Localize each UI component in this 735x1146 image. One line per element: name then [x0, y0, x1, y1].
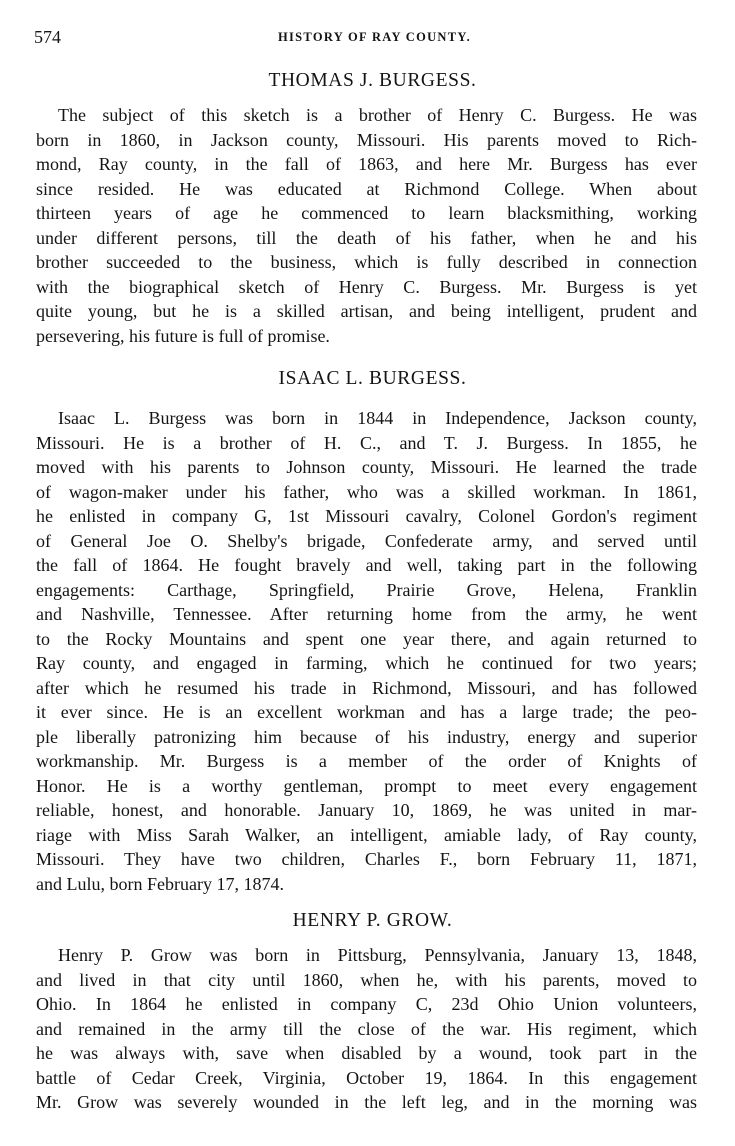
text-line: under different persons, till the death of his father, when he and his [36, 227, 697, 248]
page-number: 574 [34, 27, 61, 47]
text-line: of wagon-maker under his father, who was a skilled workman. In 1861, [36, 481, 697, 502]
text-line: thirteen years of age he commenced to learn blacksmithing, working [36, 203, 697, 223]
text-line: to the Rocky Mountains and spent one year there, and again returned to [36, 628, 697, 649]
text-line: Missouri. They have two children, Charles F., born February 11, 1871, [36, 849, 697, 869]
text-line: quite young, but he is a skilled artisan, and being intelligent, prudent and [36, 301, 697, 321]
paragraph-thomas-burgess [36, 103, 697, 348]
text-line: Mr. Grow was severely wounded in the left leg, and in the morning was [36, 1092, 697, 1112]
text-line: Isaac L. Burgess was born in 1844 in Independence, Jackson county, [58, 408, 697, 428]
text-line: and remained in the army till the close of the war. His regiment, which [36, 1018, 697, 1039]
text-line: it ever since. He is an excellent workman and has a large trade; the peo- [36, 702, 697, 722]
text-line: and Lulu, born February 17, 1874. [36, 873, 284, 894]
text-line: and lived in that city until 1860, when he, with his parents, moved to [36, 969, 697, 990]
text-line: after which he resumed his trade in Richmond, Missouri, and has followed [36, 677, 697, 698]
text-line: moved with his parents to Johnson county, Missouri. He learned the trade [36, 457, 697, 477]
text-line: persevering, his future is full of promise. [36, 325, 330, 346]
text-line: reliable, honest, and honorable. January 10, 1869, he was united in mar- [36, 800, 697, 820]
text-line: of General Joe O. Shelby's brigade, Confederate army, and served until [36, 530, 697, 551]
section-heading-henry-grow: HENRY P. GROW. [292, 910, 453, 931]
text-line: he was always with, save when disabled by a wound, took part in the [36, 1043, 697, 1063]
running-head: HISTORY OF RAY COUNTY. [277, 30, 471, 44]
text-line: with the biographical sketch of Henry C. Burgess. Mr. Burgess is yet [36, 276, 697, 297]
text-line: since resided. He was educated at Richmond College. When about [36, 178, 697, 199]
text-line: Ray county, and engaged in farming, which he continued for two years; [36, 653, 697, 673]
text-line: The subject of this sketch is a brother of Henry C. Burgess. He was [58, 105, 697, 125]
text-line: born in 1860, in Jackson county, Missouri. His parents moved to Rich- [36, 129, 697, 150]
text-line: workmanship. Mr. Burgess is a member of the order of Knights of [36, 751, 697, 771]
text-line: battle of Cedar Creek, Virginia, October 19, 1864. In this engagement [36, 1067, 697, 1088]
text-line: mond, Ray county, in the fall of 1863, and here Mr. Burgess has ever [36, 154, 697, 174]
text-line: Missouri. He is a brother of H. C., and T. J. Burgess. In 1855, he [36, 432, 697, 453]
text-line: Henry P. Grow was born in Pittsburg, Pennsylvania, January 13, 1848, [58, 945, 697, 965]
text-line: Honor. He is a worthy gentleman, prompt to meet every engagement [36, 775, 697, 796]
paragraph-isaac-burgess [36, 406, 697, 896]
text-line: brother succeeded to the business, which is fully described in connection [36, 252, 697, 272]
text-line: ple liberally patronizing him because of his industry, energy and superior [36, 726, 697, 747]
section-heading-thomas-burgess: THOMAS J. BURGESS. [268, 70, 477, 91]
paragraph-henry-grow [36, 943, 697, 1115]
text-line: engagements: Carthage, Springfield, Prairie Grove, Helena, Franklin [36, 579, 697, 600]
text-line: riage with Miss Sarah Walker, an intelligent, amiable lady, of Ray county, [36, 824, 697, 845]
text-line: Ohio. In 1864 he enlisted in company C, 23d Ohio Union volunteers, [36, 994, 697, 1014]
section-heading-isaac-burgess: ISAAC L. BURGESS. [278, 368, 467, 389]
text-line: the fall of 1864. He fought bravely and well, taking part in the following [36, 555, 697, 575]
text-line: and Nashville, Tennessee. After returning home from the army, he went [36, 604, 697, 624]
text-line: he enlisted in company G, 1st Missouri cavalry, Colonel Gordon's regiment [36, 506, 697, 526]
